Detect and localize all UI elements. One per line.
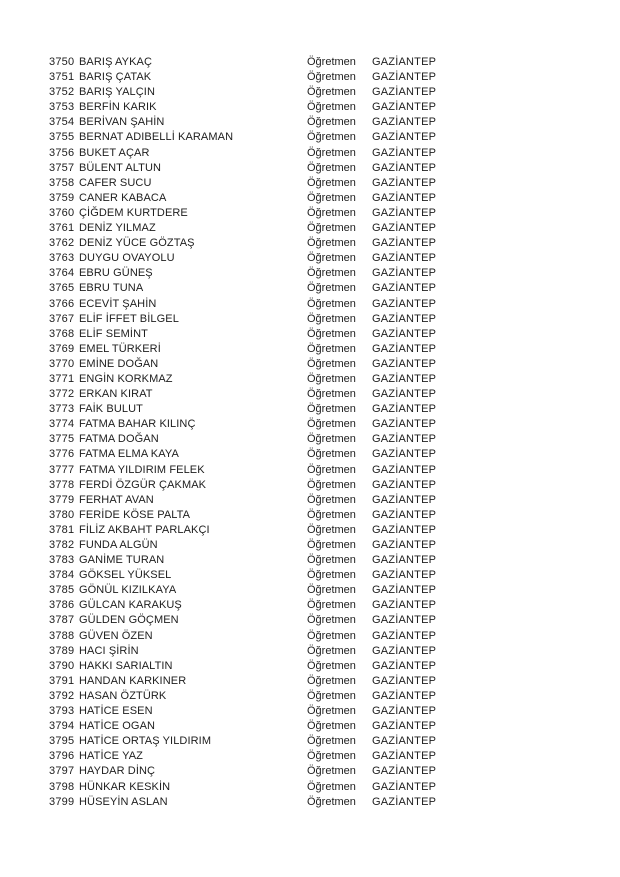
- person-name: BERNAT ADIBELLİ KARAMAN: [79, 131, 234, 144]
- person-city: GAZİANTEP: [372, 403, 437, 416]
- row-number: 3785: [49, 584, 75, 597]
- person-name: HÜNKAR KESKİN: [79, 780, 171, 793]
- person-title: Öğretmen: [307, 372, 356, 385]
- person-title: Öğretmen: [307, 493, 356, 506]
- person-title: Öğretmen: [307, 569, 356, 582]
- table-row: [49, 372, 620, 387]
- person-city: GAZİANTEP: [372, 735, 437, 748]
- row-number: 3780: [49, 508, 75, 521]
- person-title: Öğretmen: [307, 388, 356, 401]
- row-number: 3768: [49, 327, 75, 340]
- person-name: BÜLENT ALTUN: [79, 161, 162, 174]
- person-title: Öğretmen: [307, 418, 356, 431]
- row-number: 3779: [49, 493, 75, 506]
- table-row: [49, 493, 620, 508]
- person-name: HATİCE YAZ: [79, 750, 143, 763]
- person-title: Öğretmen: [307, 71, 356, 84]
- person-name: FATMA YILDIRIM FELEK: [79, 463, 205, 476]
- row-number: 3750: [49, 56, 75, 68]
- row-number: 3764: [49, 267, 75, 280]
- table-row: [49, 281, 620, 296]
- table-row: [49, 795, 620, 810]
- table-row: [49, 85, 620, 100]
- person-city: GAZİANTEP: [372, 659, 437, 672]
- table-row: [49, 130, 620, 145]
- row-number: 3781: [49, 523, 75, 536]
- person-title: Öğretmen: [307, 267, 356, 280]
- person-title: Öğretmen: [307, 539, 356, 551]
- person-city: GAZİANTEP: [372, 795, 437, 808]
- row-number: 3773: [49, 403, 75, 416]
- roster-list: [49, 55, 620, 810]
- person-city: GAZİANTEP: [372, 327, 437, 340]
- person-city: GAZİANTEP: [372, 372, 437, 385]
- row-number: 3791: [49, 674, 75, 687]
- row-number: 3770: [49, 357, 75, 370]
- row-number: 3761: [49, 222, 75, 235]
- person-title: Öğretmen: [307, 508, 356, 521]
- person-title: Öğretmen: [307, 56, 356, 68]
- person-name: BARIŞ ÇATAK: [79, 71, 152, 84]
- person-title: Öğretmen: [307, 222, 356, 235]
- person-name: BARIŞ AYKAÇ: [79, 56, 153, 68]
- table-row: [49, 251, 620, 266]
- row-number: 3783: [49, 554, 75, 567]
- person-name: DENİZ YÜCE GÖZTAŞ: [79, 237, 195, 250]
- person-city: GAZİANTEP: [372, 388, 437, 401]
- person-city: GAZİANTEP: [372, 644, 437, 657]
- person-city: GAZİANTEP: [372, 297, 437, 310]
- person-title: Öğretmen: [307, 478, 356, 491]
- person-city: GAZİANTEP: [372, 599, 437, 612]
- table-row: [49, 598, 620, 613]
- person-name: ELİF İFFET BİLGEL: [79, 312, 179, 325]
- row-number: 3787: [49, 614, 75, 627]
- person-title: Öğretmen: [307, 523, 356, 536]
- person-title: Öğretmen: [307, 237, 356, 250]
- person-city: GAZİANTEP: [372, 584, 437, 597]
- person-name: HASAN ÖZTÜRK: [79, 689, 167, 702]
- person-city: GAZİANTEP: [372, 493, 437, 506]
- person-city: GAZİANTEP: [372, 342, 437, 355]
- row-number: 3797: [49, 765, 75, 778]
- person-name: HAKKI SARIALTIN: [79, 659, 173, 672]
- row-number: 3788: [49, 629, 75, 642]
- row-number: 3796: [49, 750, 75, 763]
- person-city: GAZİANTEP: [372, 176, 437, 189]
- table-row: [49, 327, 620, 342]
- table-row: [49, 387, 620, 402]
- person-title: Öğretmen: [307, 584, 356, 597]
- row-number: 3790: [49, 659, 75, 672]
- person-title: Öğretmen: [307, 282, 356, 295]
- table-row: [49, 146, 620, 161]
- person-name: ÇİĞDEM KURTDERE: [79, 206, 188, 219]
- person-title: Öğretmen: [307, 342, 356, 355]
- person-title: Öğretmen: [307, 252, 356, 265]
- person-name: FERHAT AVAN: [79, 493, 154, 506]
- row-number: 3795: [49, 735, 75, 748]
- person-name: HATİCE ESEN: [79, 705, 153, 718]
- person-name: FATMA ELMA KAYA: [79, 448, 179, 461]
- row-number: 3755: [49, 131, 75, 144]
- row-number: 3757: [49, 161, 75, 174]
- row-number: 3776: [49, 448, 75, 461]
- person-city: GAZİANTEP: [372, 554, 437, 567]
- table-row: [49, 734, 620, 749]
- person-name: ENGİN KORKMAZ: [79, 372, 173, 385]
- table-row: [49, 583, 620, 598]
- table-row: [49, 644, 620, 659]
- table-row: [49, 553, 620, 568]
- person-title: Öğretmen: [307, 161, 356, 174]
- person-title: Öğretmen: [307, 674, 356, 687]
- person-title: Öğretmen: [307, 554, 356, 567]
- person-title: Öğretmen: [307, 297, 356, 310]
- row-number: 3793: [49, 705, 75, 718]
- row-number: 3792: [49, 689, 75, 702]
- row-number: 3758: [49, 176, 75, 189]
- table-row: [49, 55, 620, 70]
- person-title: Öğretmen: [307, 176, 356, 189]
- row-number: 3786: [49, 599, 75, 612]
- row-number: 3756: [49, 146, 75, 159]
- person-name: ECEVİT ŞAHİN: [79, 297, 157, 310]
- row-number: 3754: [49, 116, 75, 129]
- person-title: Öğretmen: [307, 463, 356, 476]
- person-city: GAZİANTEP: [372, 629, 437, 642]
- person-title: Öğretmen: [307, 765, 356, 778]
- person-title: Öğretmen: [307, 750, 356, 763]
- table-row: [49, 613, 620, 628]
- person-name: EBRU TUNA: [79, 282, 144, 295]
- table-row: [49, 191, 620, 206]
- person-city: GAZİANTEP: [372, 689, 437, 702]
- person-name: GANİME TURAN: [79, 554, 165, 567]
- person-name: EMİNE DOĞAN: [79, 357, 159, 370]
- row-number: 3752: [49, 86, 75, 99]
- row-number: 3798: [49, 780, 75, 793]
- person-name: FATMA DOĞAN: [79, 433, 159, 446]
- table-row: [49, 719, 620, 734]
- person-city: GAZİANTEP: [372, 282, 437, 295]
- table-row: [49, 749, 620, 764]
- person-city: GAZİANTEP: [372, 222, 437, 235]
- person-city: GAZİANTEP: [372, 252, 437, 265]
- person-title: Öğretmen: [307, 131, 356, 144]
- person-city: GAZİANTEP: [372, 478, 437, 491]
- person-city: GAZİANTEP: [372, 418, 437, 431]
- person-city: GAZİANTEP: [372, 508, 437, 521]
- table-row: [49, 357, 620, 372]
- person-name: BERFİN KARIK: [79, 101, 157, 114]
- person-name: CANER KABACA: [79, 191, 167, 204]
- row-number: 3778: [49, 478, 75, 491]
- row-number: 3767: [49, 312, 75, 325]
- row-number: 3789: [49, 644, 75, 657]
- person-title: Öğretmen: [307, 720, 356, 733]
- row-number: 3766: [49, 297, 75, 310]
- person-name: DENİZ YILMAZ: [79, 222, 156, 235]
- person-name: HACI ŞİRİN: [79, 644, 139, 657]
- person-city: GAZİANTEP: [372, 780, 437, 793]
- person-city: GAZİANTEP: [372, 86, 437, 99]
- table-row: [49, 312, 620, 327]
- person-city: GAZİANTEP: [372, 765, 437, 778]
- table-row: [49, 704, 620, 719]
- person-title: Öğretmen: [307, 101, 356, 114]
- table-row: [49, 161, 620, 176]
- person-title: Öğretmen: [307, 312, 356, 325]
- person-city: GAZİANTEP: [372, 463, 437, 476]
- person-city: GAZİANTEP: [372, 161, 437, 174]
- table-row: [49, 342, 620, 357]
- table-row: [49, 266, 620, 281]
- row-number: 3799: [49, 795, 75, 808]
- person-city: GAZİANTEP: [372, 312, 437, 325]
- person-title: Öğretmen: [307, 116, 356, 129]
- person-name: HAYDAR DİNÇ: [79, 765, 156, 778]
- person-name: BUKET AÇAR: [79, 146, 150, 159]
- person-city: GAZİANTEP: [372, 206, 437, 219]
- row-number: 3762: [49, 237, 75, 250]
- person-title: Öğretmen: [307, 735, 356, 748]
- person-name: HANDAN KARKINER: [79, 674, 187, 687]
- row-number: 3777: [49, 463, 75, 476]
- table-row: [49, 297, 620, 312]
- person-title: Öğretmen: [307, 86, 356, 99]
- table-row: [49, 523, 620, 538]
- table-row: [49, 478, 620, 493]
- person-title: Öğretmen: [307, 599, 356, 612]
- person-name: FİLİZ AKBAHT PARLAKÇI: [79, 523, 210, 536]
- person-name: GÜVEN ÖZEN: [79, 629, 153, 642]
- table-row: [49, 447, 620, 462]
- person-name: HÜSEYİN ASLAN: [79, 795, 168, 808]
- person-city: GAZİANTEP: [372, 71, 437, 84]
- table-row: [49, 629, 620, 644]
- row-number: 3765: [49, 282, 75, 295]
- person-name: GÜLCAN KARAKUŞ: [79, 599, 182, 612]
- table-row: [49, 221, 620, 236]
- table-row: [49, 206, 620, 221]
- table-row: [49, 402, 620, 417]
- row-number: 3775: [49, 433, 75, 446]
- person-name: ERKAN KIRAT: [79, 388, 153, 401]
- person-name: FERİDE KÖSE PALTA: [79, 508, 191, 521]
- row-number: 3774: [49, 418, 75, 431]
- person-name: GÖKSEL YÜKSEL: [79, 569, 172, 582]
- table-row: [49, 659, 620, 674]
- person-name: FERDİ ÖZGÜR ÇAKMAK: [79, 478, 207, 491]
- table-row: [49, 568, 620, 583]
- person-name: FAİK BULUT: [79, 403, 143, 416]
- person-city: GAZİANTEP: [372, 131, 437, 144]
- row-number: 3753: [49, 101, 75, 114]
- person-city: GAZİANTEP: [372, 674, 437, 687]
- person-name: FATMA BAHAR KILINÇ: [79, 418, 196, 431]
- person-name: BERİVAN ŞAHİN: [79, 116, 165, 129]
- table-row: [49, 176, 620, 191]
- table-row: [49, 70, 620, 85]
- person-title: Öğretmen: [307, 644, 356, 657]
- person-city: GAZİANTEP: [372, 720, 437, 733]
- person-city: GAZİANTEP: [372, 539, 437, 551]
- row-number: 3771: [49, 372, 75, 385]
- row-number: 3751: [49, 71, 75, 84]
- person-city: GAZİANTEP: [372, 523, 437, 536]
- person-name: HATİCE OGAN: [79, 720, 156, 733]
- person-city: GAZİANTEP: [372, 614, 437, 627]
- table-row: [49, 508, 620, 523]
- person-city: GAZİANTEP: [372, 448, 437, 461]
- person-name: HATİCE ORTAŞ YILDIRIM: [79, 735, 212, 748]
- person-city: GAZİANTEP: [372, 705, 437, 718]
- person-city: GAZİANTEP: [372, 237, 437, 250]
- table-row: [49, 674, 620, 689]
- table-row: [49, 417, 620, 432]
- person-city: GAZİANTEP: [372, 116, 437, 129]
- table-row: [49, 432, 620, 447]
- row-number: 3784: [49, 569, 75, 582]
- table-row: [49, 764, 620, 779]
- person-title: Öğretmen: [307, 191, 356, 204]
- row-number: 3769: [49, 342, 75, 355]
- person-city: GAZİANTEP: [372, 357, 437, 370]
- person-title: Öğretmen: [307, 448, 356, 461]
- person-city: GAZİANTEP: [372, 433, 437, 446]
- table-row: [49, 115, 620, 130]
- person-city: GAZİANTEP: [372, 56, 437, 68]
- person-city: GAZİANTEP: [372, 569, 437, 582]
- person-city: GAZİANTEP: [372, 750, 437, 763]
- table-row: [49, 236, 620, 251]
- person-title: Öğretmen: [307, 780, 356, 793]
- person-title: Öğretmen: [307, 705, 356, 718]
- person-title: Öğretmen: [307, 327, 356, 340]
- person-name: GÖNÜL KIZILKAYA: [79, 584, 177, 597]
- table-row: [49, 780, 620, 795]
- person-city: GAZİANTEP: [372, 146, 437, 159]
- person-title: Öğretmen: [307, 795, 356, 808]
- person-name: CAFER SUCU: [79, 176, 152, 189]
- person-title: Öğretmen: [307, 357, 356, 370]
- person-title: Öğretmen: [307, 614, 356, 627]
- person-title: Öğretmen: [307, 206, 356, 219]
- person-title: Öğretmen: [307, 659, 356, 672]
- row-number: 3794: [49, 720, 75, 733]
- person-title: Öğretmen: [307, 689, 356, 702]
- table-row: [49, 538, 620, 553]
- row-number: 3759: [49, 191, 75, 204]
- table-row: [49, 689, 620, 704]
- person-city: GAZİANTEP: [372, 267, 437, 280]
- row-number: 3763: [49, 252, 75, 265]
- person-name: ELİF SEMİNT: [79, 327, 148, 340]
- row-number: 3760: [49, 206, 75, 219]
- person-city: GAZİANTEP: [372, 191, 437, 204]
- person-name: GÜLDEN GÖÇMEN: [79, 614, 179, 627]
- person-name: DUYGU OVAYOLU: [79, 252, 175, 265]
- person-name: EBRU GÜNEŞ: [79, 267, 153, 280]
- person-title: Öğretmen: [307, 403, 356, 416]
- person-name: BARIŞ YALÇIN: [79, 86, 155, 99]
- table-row: [49, 100, 620, 115]
- person-name: FUNDA ALGÜN: [79, 539, 158, 551]
- person-name: EMEL TÜRKERİ: [79, 342, 161, 355]
- person-title: Öğretmen: [307, 433, 356, 446]
- table-row: [49, 463, 620, 478]
- person-title: Öğretmen: [307, 146, 356, 159]
- row-number: 3772: [49, 388, 75, 401]
- row-number: 3782: [49, 539, 75, 551]
- person-city: GAZİANTEP: [372, 101, 437, 114]
- person-title: Öğretmen: [307, 629, 356, 642]
